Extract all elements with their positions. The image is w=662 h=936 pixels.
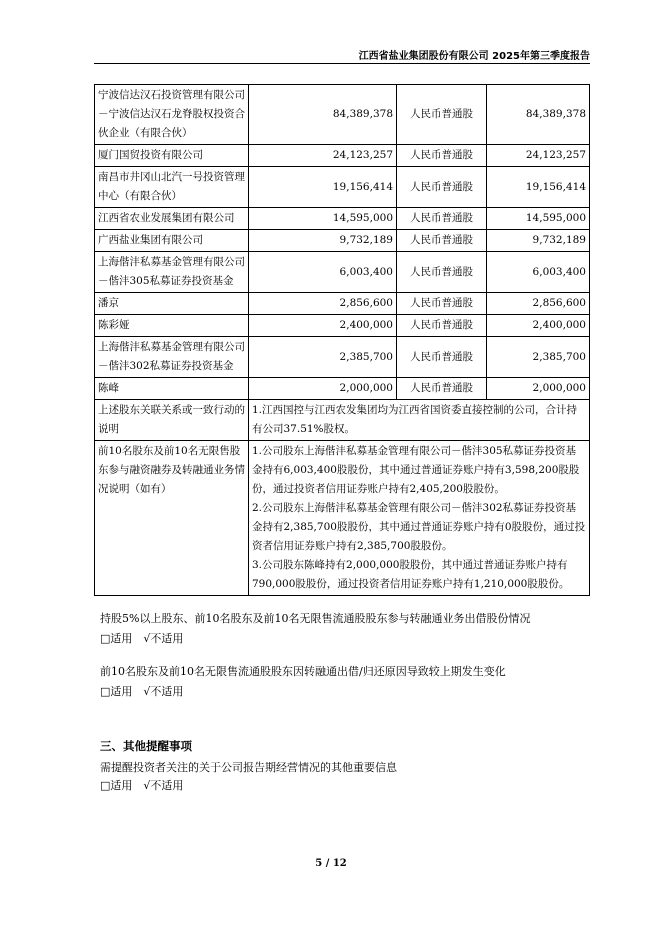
- share-class: 人民币普通股: [397, 230, 487, 252]
- holder-name: 上海偕沣私募基金管理有限公司－偕沣305私募证券投资基金: [95, 252, 249, 293]
- share-count: 2,856,600: [487, 293, 590, 315]
- holder-name: 南昌市井冈山北汽一号投资管理中心（有限合伙）: [95, 167, 249, 208]
- table-row: [95, 315, 590, 337]
- holder-shares: 24,123,257: [249, 145, 397, 167]
- holder-name: 上海偕沣私募基金管理有限公司－偕沣302私募证券投资基金: [95, 337, 249, 378]
- table-row: [95, 167, 590, 208]
- margin-text: [249, 441, 590, 596]
- share-count: 14,595,000: [487, 208, 590, 230]
- share-count: 24,123,257: [487, 145, 590, 167]
- holder-shares: 2,400,000: [249, 315, 397, 337]
- holder-shares: 9,732,189: [249, 230, 397, 252]
- holder-name: 江西省农业发展集团有限公司: [95, 208, 249, 230]
- relation-label: 上述股东关联关系或一致行动的说明: [95, 400, 249, 441]
- table-row: [95, 208, 590, 230]
- share-count: 84,389,378: [487, 85, 590, 145]
- share-class: 人民币普通股: [397, 378, 487, 400]
- table-row: [95, 378, 590, 400]
- share-count: 19,156,414: [487, 167, 590, 208]
- table-row: [95, 252, 590, 293]
- relation-row: [95, 400, 590, 441]
- holder-shares: 2,385,700: [249, 337, 397, 378]
- margin-item: 3.公司股东陈峰持有2,000,000股股份，其中通过普通证券账户持有790,000股股份，通过投资者信用证券账户持有1,210,000股股份。: [252, 559, 570, 590]
- share-class: 人民币普通股: [397, 252, 487, 293]
- table-row: [95, 293, 590, 315]
- holder-shares: 2,000,000: [249, 378, 397, 400]
- holder-name: 厦门国贸投资有限公司: [95, 145, 249, 167]
- margin-item: 2.公司股东上海偕沣私募基金管理有限公司－偕沣302私募证券投资基金持有2,385,700股股份，其中通过普通证券账户持有0股股份，通过投资者信用证券账户持有2,385,700股股份。: [252, 502, 586, 552]
- holder-name: 宁波信达汉石投资管理有限公司－宁波信达汉石龙脊股权投资合伙企业（有限合伙）: [95, 85, 249, 145]
- share-class: 人民币普通股: [397, 145, 487, 167]
- share-class: 人民币普通股: [397, 85, 487, 145]
- change-options: □适用 √不适用: [100, 685, 184, 698]
- reminder-options: □适用 √不适用: [100, 779, 184, 792]
- lending-statement: 持股5%以上股东、前10名股东及前10名无限售流通股股东参与转融通业务出借股份情况: [100, 612, 531, 625]
- section-title: 三、其他提醒事项: [100, 739, 192, 753]
- holder-name: 潘京: [95, 293, 249, 315]
- page-number: 5 / 12: [315, 858, 347, 869]
- header-divider: [94, 63, 590, 64]
- holder-shares: 6,003,400: [249, 252, 397, 293]
- table-row: [95, 337, 590, 378]
- reminder-text: 需提醒投资者关注的关于公司报告期经营情况的其他重要信息: [100, 761, 397, 774]
- share-count: 2,385,700: [487, 337, 590, 378]
- holder-name: 陈彩娅: [95, 315, 249, 337]
- share-count: 6,003,400: [487, 252, 590, 293]
- shareholder-table: [94, 84, 590, 596]
- table-row: [95, 145, 590, 167]
- margin-item: 1.公司股东上海偕沣私募基金管理有限公司－偕沣305私募证券投资基金持有6,003,400股股份，其中通过普通证券账户持有3,598,200股股份，通过投资者信用证券账户持有2,405,200股股份。: [252, 445, 580, 495]
- share-count: 2,400,000: [487, 315, 590, 337]
- margin-row: [95, 441, 590, 596]
- holder-shares: 14,595,000: [249, 208, 397, 230]
- share-class: 人民币普通股: [397, 208, 487, 230]
- page-header: 江西省盐业集团股份有限公司 2025年第三季度报告: [358, 51, 590, 62]
- share-class: 人民币普通股: [397, 315, 487, 337]
- table-row: [95, 230, 590, 252]
- table-row: [95, 85, 590, 145]
- share-class: 人民币普通股: [397, 337, 487, 378]
- share-class: 人民币普通股: [397, 167, 487, 208]
- holder-shares: 19,156,414: [249, 167, 397, 208]
- share-class: 人民币普通股: [397, 293, 487, 315]
- holder-name: 广西盐业集团有限公司: [95, 230, 249, 252]
- holder-shares: 84,389,378: [249, 85, 397, 145]
- relation-text: 1.江西国控与江西农发集团均为江西省国资委直接控制的公司，合计持有公司37.51%股权。: [249, 400, 590, 441]
- share-count: 9,732,189: [487, 230, 590, 252]
- holder-shares: 2,856,600: [249, 293, 397, 315]
- share-count: 2,000,000: [487, 378, 590, 400]
- lending-options: □适用 √不适用: [100, 632, 184, 645]
- margin-label: 前10名股东及前10名无限售股东参与融资融券及转融通业务情况说明（如有）: [95, 441, 249, 596]
- change-statement: 前10名股东及前10名无限售流通股股东因转融通出借/归还原因导致较上期发生变化: [100, 665, 506, 678]
- holder-name: 陈峰: [95, 378, 249, 400]
